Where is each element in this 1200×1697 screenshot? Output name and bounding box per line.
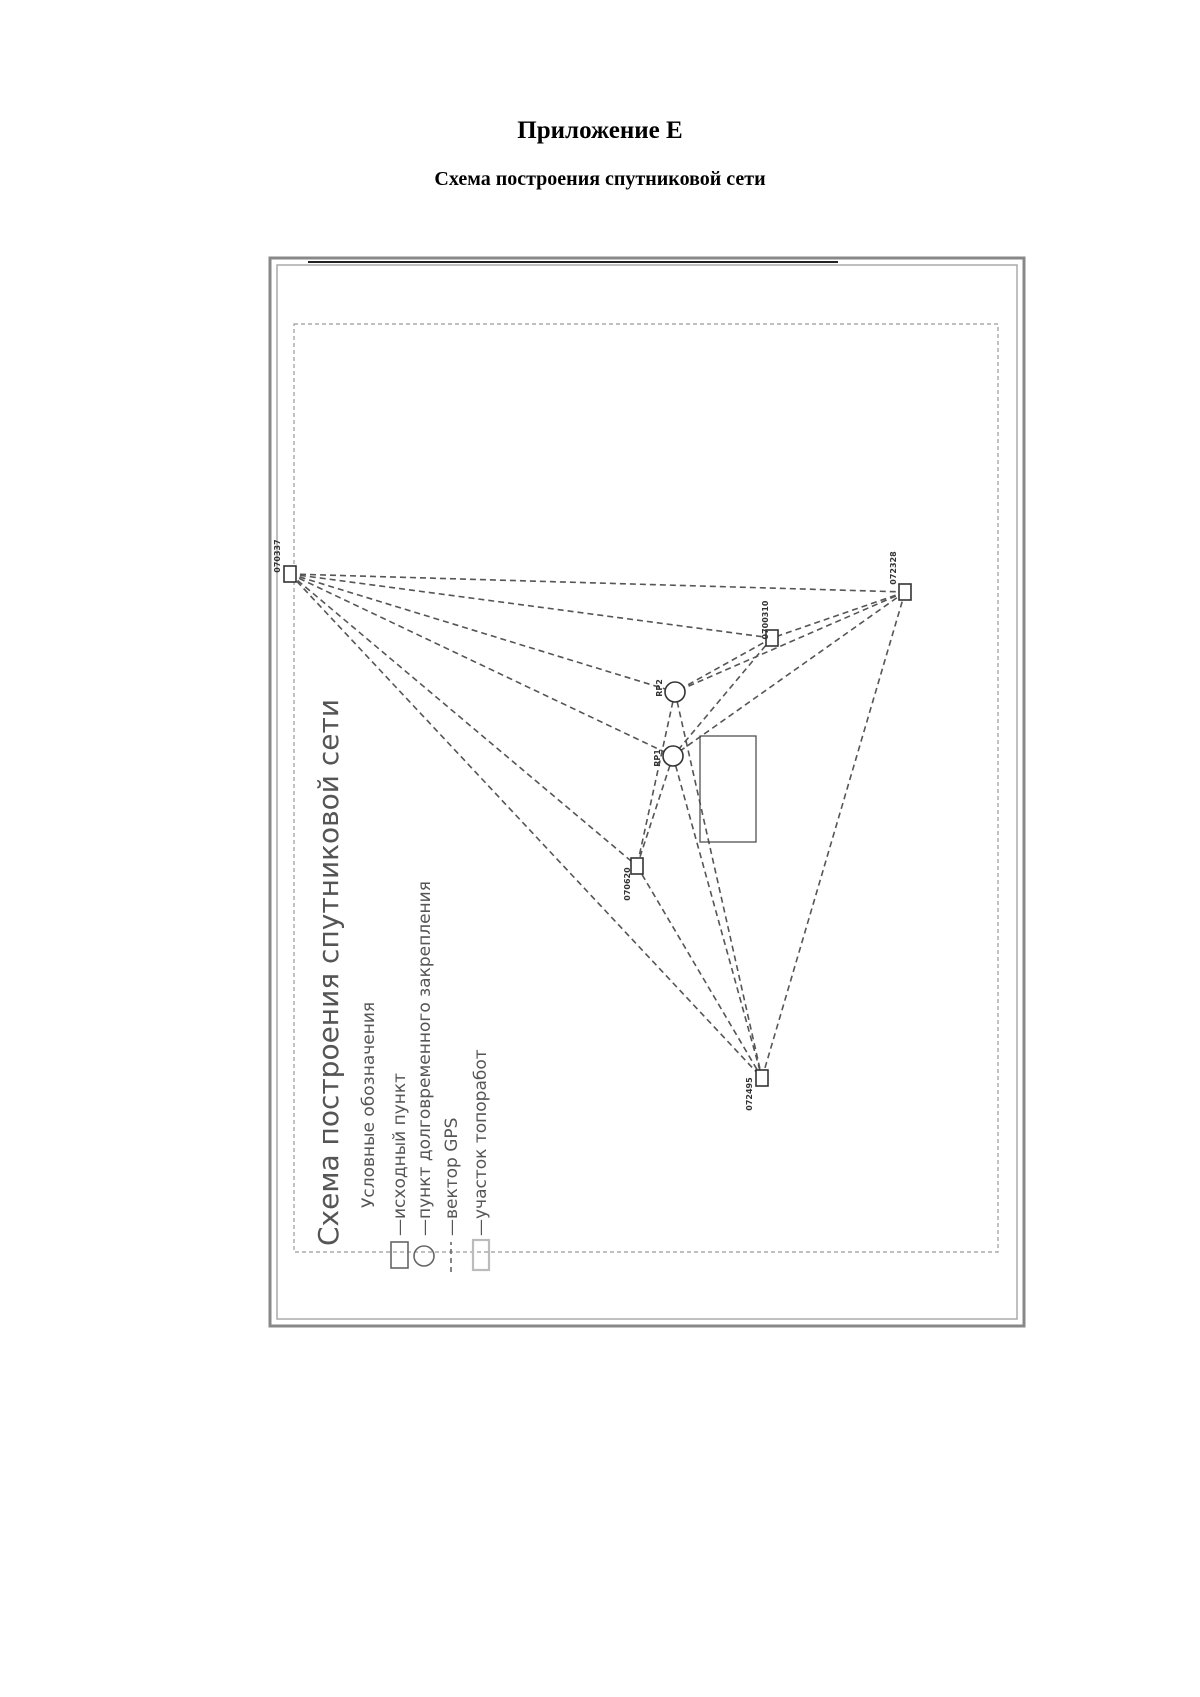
point-label-p2: 072328 bbox=[889, 551, 898, 585]
point-label-p6: 070620 bbox=[623, 867, 632, 901]
legend-item-source: —исходный пункт bbox=[390, 1072, 410, 1236]
gps-vector-p1-p5 bbox=[290, 574, 673, 756]
page-title: Приложение Е bbox=[517, 117, 683, 144]
legend-group bbox=[312, 699, 491, 1272]
point-marker-p7 bbox=[756, 1070, 768, 1086]
point-label-p1: 070337 bbox=[273, 539, 282, 573]
network-diagram bbox=[268, 256, 1026, 1328]
gps-vectors bbox=[290, 574, 905, 1078]
gps-vector-p2-p3 bbox=[772, 592, 905, 638]
point-label-p5: RP1 bbox=[653, 749, 662, 767]
legend-item-vector: —вектор GPS bbox=[442, 1117, 462, 1236]
legend-title: Условные обозначения bbox=[359, 1001, 379, 1208]
gps-vector-p3-p4 bbox=[675, 638, 772, 692]
point-label-p3: 0700310 bbox=[761, 600, 770, 640]
gps-vector-p1-p2 bbox=[290, 574, 905, 592]
gps-vector-p4-p7 bbox=[675, 692, 762, 1078]
gps-vector-p4-p6 bbox=[637, 692, 675, 866]
point-marker-p5 bbox=[663, 746, 683, 766]
point-marker-p1 bbox=[284, 566, 296, 582]
gps-vector-p2-p7 bbox=[762, 592, 905, 1078]
gps-vector-p5-p6 bbox=[637, 756, 673, 866]
legend-circle-icon bbox=[414, 1246, 434, 1266]
legend-item-work-area: —участок топоработ bbox=[471, 1049, 491, 1236]
page-subtitle: Схема построения спутниковой сети bbox=[434, 168, 766, 190]
legend-item-permanent: —пункт долговременного закрепления bbox=[415, 881, 435, 1236]
legend-grey-rectangle-icon bbox=[473, 1240, 489, 1270]
legend-rectangle-icon bbox=[391, 1242, 408, 1268]
gps-vector-p1-p3 bbox=[290, 574, 772, 638]
gps-vector-p6-p7 bbox=[637, 866, 762, 1078]
point-label-p7: 072495 bbox=[745, 1077, 754, 1111]
point-marker-p6 bbox=[631, 858, 643, 874]
inner-frame bbox=[277, 265, 1017, 1319]
point-marker-p4 bbox=[665, 682, 685, 702]
diagram-heading: Схема построения спутниковой сети bbox=[312, 698, 345, 1246]
gps-vector-p1-p4 bbox=[290, 574, 675, 692]
outer-frame bbox=[270, 258, 1024, 1326]
gps-vector-p2-p4 bbox=[675, 592, 905, 692]
point-marker-p2 bbox=[899, 584, 911, 600]
point-label-p4: RP2 bbox=[655, 679, 664, 697]
work-area-box bbox=[700, 736, 756, 842]
